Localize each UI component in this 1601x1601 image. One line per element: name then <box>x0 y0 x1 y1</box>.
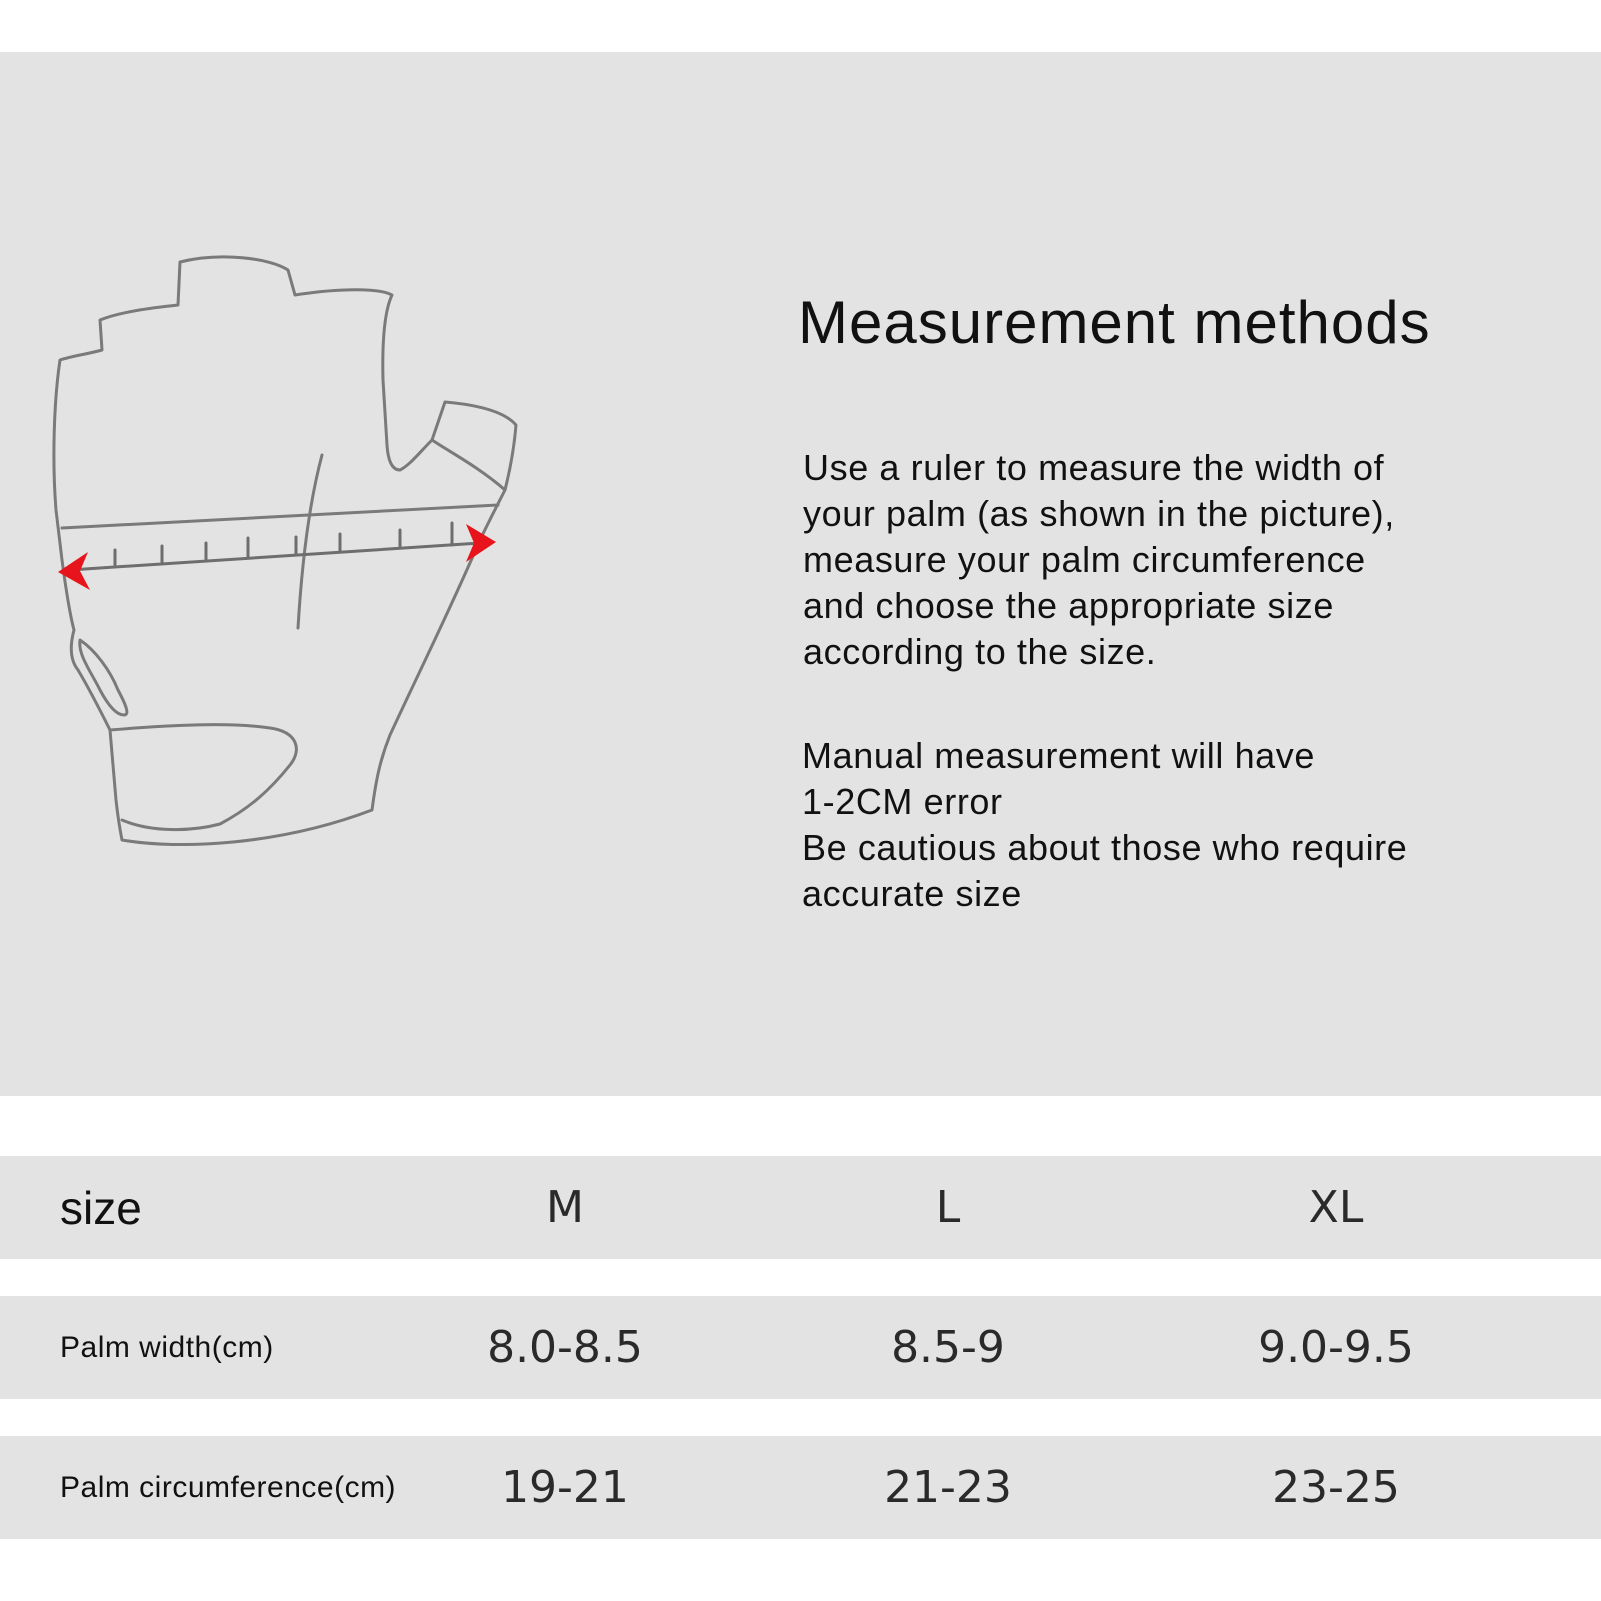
size-l-header: L <box>935 1182 961 1233</box>
glove-palm-measurement-icon <box>0 200 600 940</box>
glove-illustration <box>0 200 600 940</box>
size-xl-header: XL <box>1308 1182 1364 1233</box>
palm-circumference-m: 19-21 <box>501 1462 629 1513</box>
instructions-line: according to the size. <box>803 631 1157 672</box>
palm-width-l: 8.5-9 <box>891 1322 1005 1373</box>
palm-width-xl: 9.0-9.5 <box>1258 1322 1414 1373</box>
note-line: Be cautious about those who require <box>802 827 1408 868</box>
palm-circumference-row <box>0 1436 1601 1539</box>
size-header-label: size <box>60 1181 142 1234</box>
instructions-line: your palm (as shown in the picture), <box>803 493 1395 534</box>
palm-width-m: 8.0-8.5 <box>487 1322 643 1373</box>
instructions-text <box>803 445 1395 675</box>
size-header-row <box>0 1156 1601 1259</box>
page-title: Measurement methods <box>798 289 1431 356</box>
palm-circumference-label: Palm circumference(cm) <box>60 1470 397 1504</box>
note-line: accurate size <box>802 873 1022 914</box>
instructions-line: measure your palm circumference <box>803 539 1366 580</box>
size-m-header: M <box>546 1182 584 1233</box>
note-line: 1-2CM error <box>802 781 1003 822</box>
note-line: Manual measurement will have <box>802 735 1316 776</box>
instructions-line: and choose the appropriate size <box>803 585 1334 626</box>
instructions-line: Use a ruler to measure the width of <box>803 447 1385 488</box>
palm-circumference-xl: 23-25 <box>1272 1462 1400 1513</box>
palm-width-label: Palm width(cm) <box>60 1330 274 1364</box>
palm-circumference-l: 21-23 <box>884 1462 1012 1513</box>
palm-width-row <box>0 1296 1601 1399</box>
error-note <box>802 733 1407 917</box>
